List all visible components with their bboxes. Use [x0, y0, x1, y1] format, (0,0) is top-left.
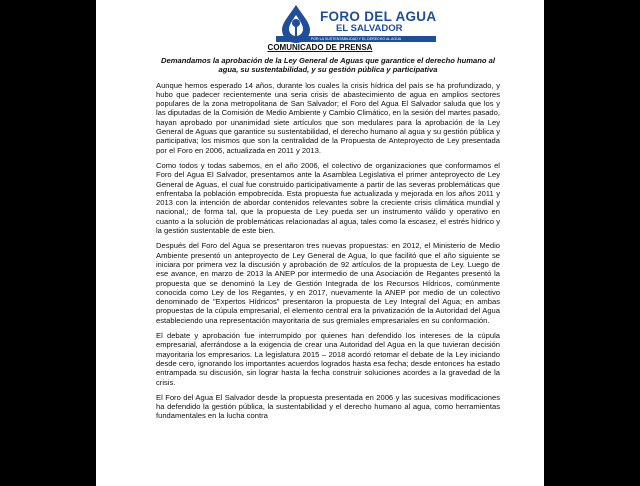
paragraph: Como todos y todas sabemos, en el año 2006, el colectivo de organizaciones que conformamos el Foro del Agua El Salvador, presentamos ante la Asamblea Legislativa el primer anteproyecto de Ley General de Aguas, el cual fue construido participativamente a partir de las severas problemáticas que enfrentaba la población empobrecida. Esta propuesta fue actualizada y mejorada en los años 2011 y 2013 con la intención de abordar contenidos relevantes sobre la creciente crisis climática mundial y nacional,; de forma tal, que la propuesta de Ley pueda ser un instrumento válido y operativo en cuanto a la solución de problemáticas relacionadas al agua, tales como la escasez, el estrés hídrico y la gestión sustentable de este bien.	[156, 160, 500, 236]
logo-subtitle: EL SALVADOR	[336, 23, 403, 34]
logo-title: FORO DEL AGUA	[320, 9, 437, 24]
paragraph: El Foro del Agua El Salvador desde la propuesta presentada en 2006 y las sucesivas modificaciones ha defendido la gestión pública, la sustentabilidad y el derecho humano al agua, como herramientas fundamentales en la lucha contra	[156, 392, 500, 421]
document-heading: COMUNICADO DE PRENSA	[267, 43, 373, 52]
paragraph: Aunque hemos esperado 14 años, durante los cuales la crisis hídrica del país se ha profundizado, y hubo que padecer recientemente una seria crisis de abastecimiento de agua en amplios sectores populares de la zona metropolitana de San Salvador; el Foro del Agua El Salvador saluda que los y las diputadas de la Comisión de Medio Ambiente y Cambio Climático, en la sesión del martes pasado, hayan aprobado por unanimidad siete artículos que son medulares para la aprobación de la Ley General de Aguas que garantice su sustentabilidad, el derecho humano al agua y su gestión pública y participativa; los mismos que son la centralidad de la Propuesta de Anteproyecto de Ley presentada por el Foro en 2006, actualizada en 2011 y 2013.	[156, 80, 500, 155]
lead-statement: Demandamos la aprobación de la Ley General de Aguas que garantice el derecho humano al agua, su sustentabilidad, y su gestión pública y participativa	[161, 56, 495, 75]
foro-del-agua-logo	[276, 3, 436, 45]
document-page	[96, 0, 544, 486]
document-body	[156, 56, 500, 427]
logo-tagline: POR LA SUSTENTABILIDAD Y EL DERECHO AL AGUA	[276, 36, 436, 42]
paragraph: Después del Foro del Agua se presentaron tres nuevas propuestas: en 2012, el Ministerio de Medio Ambiente presentó un anteproyecto de Ley General de Agua, lo que facilitó que el año siguiente se iniciara por primera vez la discusión y aprobación de 92 artículos de la propuesta de Ley. Luego de ese avance, en marzo de 2013 la ANEP por intermedio de una Asociación de Regantes presentó la propuesta que se denominó la Ley de Gestión Integrada de los Recursos Hídricos, comúnmente conocida como Ley de los Regantes, y en 2017, nuevamente la ANEP por medio de un colectivo denominado de "Expertos Hídricos" presentaron la propuesta de Ley Integral del Agua; en ambas propuestas de la cúpula empresarial, el elemento central era la privatización de la Autoridad del Agua estableciendo una representación mayoritaria de sus gremiales empresariales en su conformación.	[156, 241, 500, 325]
paragraph: El debate y aprobación fue interrumpido por quienes han defendido los intereses de la cúpula empresarial, aferrándose a la exigencia de crear una Autoridad del Agua en la que tuvieran decisión mayoritaria los empresarios. La legislatura 2015 – 2018 acordó retomar el debate de la Ley iniciando desde cero, ignorando los importantes acuerdos logrados hasta esa fecha; desde entonces ha estado entrampada su discusión, sin lograr hasta la fecha construir soluciones acordes a la gravedad de la crisis.	[156, 331, 500, 387]
